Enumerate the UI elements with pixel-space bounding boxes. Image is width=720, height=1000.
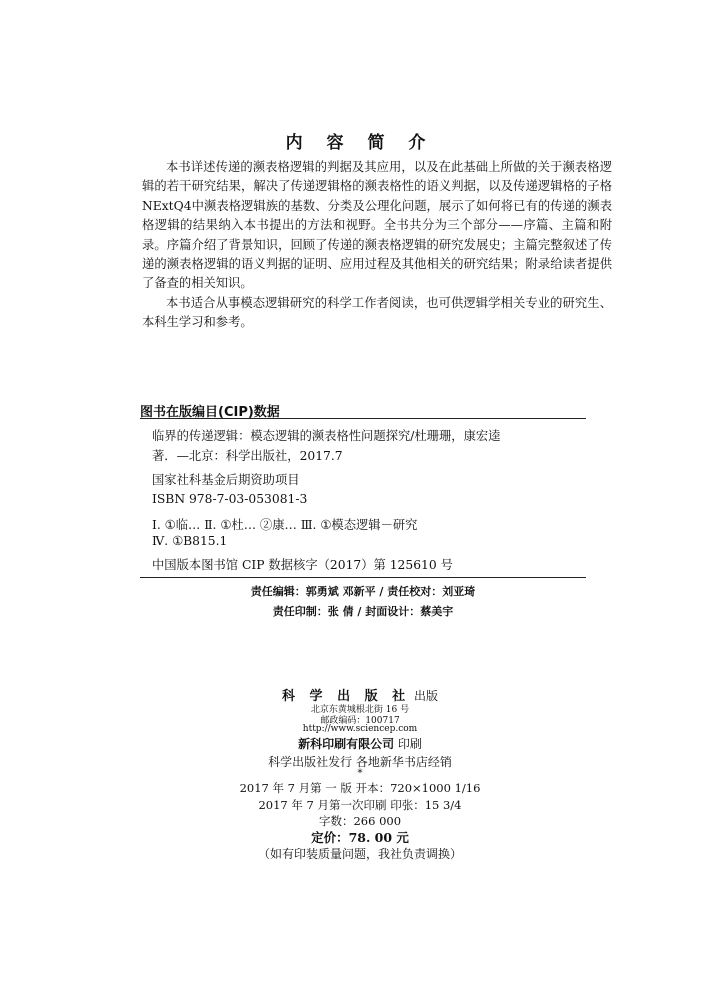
printer-name: 新科印刷有限公司 — [298, 737, 395, 751]
summary-paragraph-2: 本书适合从事模态逻辑研究的科学工作者阅读，也可供逻辑学相关专业的研究生、本科生学习和参考。 — [142, 295, 612, 330]
cip-classification-2: Ⅳ. ①B815.1 — [152, 534, 228, 548]
cip-title-line: 临界的传递逻辑：模态逻辑的濒表格性问题探究/杜珊珊，康宏逵 — [152, 429, 501, 443]
publisher-postcode: 邮政编码：100717 — [320, 716, 400, 726]
cip-fund: 国家社科基金后期资助项目 — [152, 473, 300, 487]
publisher-url: http://www.sciencep.com — [302, 724, 418, 734]
cip-heading: 图书在版编目(CIP)数据 — [140, 405, 280, 420]
cip-classification-1: Ⅰ. ①临… Ⅱ. ①杜… ②康… Ⅲ. ①模态逻辑－研究 — [152, 518, 418, 532]
edition-line: 2017 年 7 月第 一 版 开本：720×1000 1/16 — [239, 781, 481, 795]
summary-paragraph-1: 本书详述传递的濒表格逻辑的判据及其应用，以及在此基础上所做的关于濒表格逻辑的若干研究结果，解决了传递逻辑格的濒表格性的语义判据，以及传递逻辑格的子格NExtQ4中濒表格逻辑族的基数、分类及公理化问题，展示了如何将已有的传递的濒表格逻辑的结果纳入本书提出的方法和视野。全书共分为三个部分——序篇、主篇和附录。序篇介绍了背景知识，回顾了传递的濒表格逻辑的研究发展史；主篇完整叙述了传递的濒表格逻辑的语义判据的证明、应用过程及其他相关的研究结果；附录给读者提供了备查的相关知识。 — [142, 160, 612, 291]
editors-line-1: 责任编辑：郭勇斌 邓新平 / 责任校对：刘亚琦 — [250, 585, 476, 598]
price: 定价：78. 00 元 — [311, 830, 409, 845]
page-title: 内 容 简 介 — [285, 133, 435, 153]
cip-publication-line: 著．—北京：科学出版社，2017.7 — [152, 449, 343, 463]
printing-line: 2017 年 7 月第一次印刷 印张：15 3/4 — [258, 798, 462, 812]
cip-isbn: ISBN 978-7-03-053081-3 — [152, 492, 308, 506]
publisher-name: 科 学 出 版 社 — [282, 689, 411, 704]
printer-line — [0, 735, 720, 752]
cip-number: 中国版本图书馆 CIP 数据核字（2017）第 125610 号 — [152, 558, 453, 572]
content-summary — [142, 158, 612, 333]
printer-suffix: 印刷 — [397, 737, 422, 751]
editors-line-2: 责任印制：张 倩 / 封面设计：蔡美宇 — [272, 605, 454, 618]
publisher-suffix: 出版 — [413, 689, 438, 703]
publisher-address: 北京东黄城根北街 16 号 — [310, 705, 410, 715]
word-count: 字数：266 000 — [318, 814, 402, 828]
distribution-line: 科学出版社发行 各地新华书店经销 — [268, 755, 452, 769]
separator-star: * — [357, 768, 363, 779]
quality-notice: （如有印装质量问题，我社负责调换） — [257, 847, 462, 861]
